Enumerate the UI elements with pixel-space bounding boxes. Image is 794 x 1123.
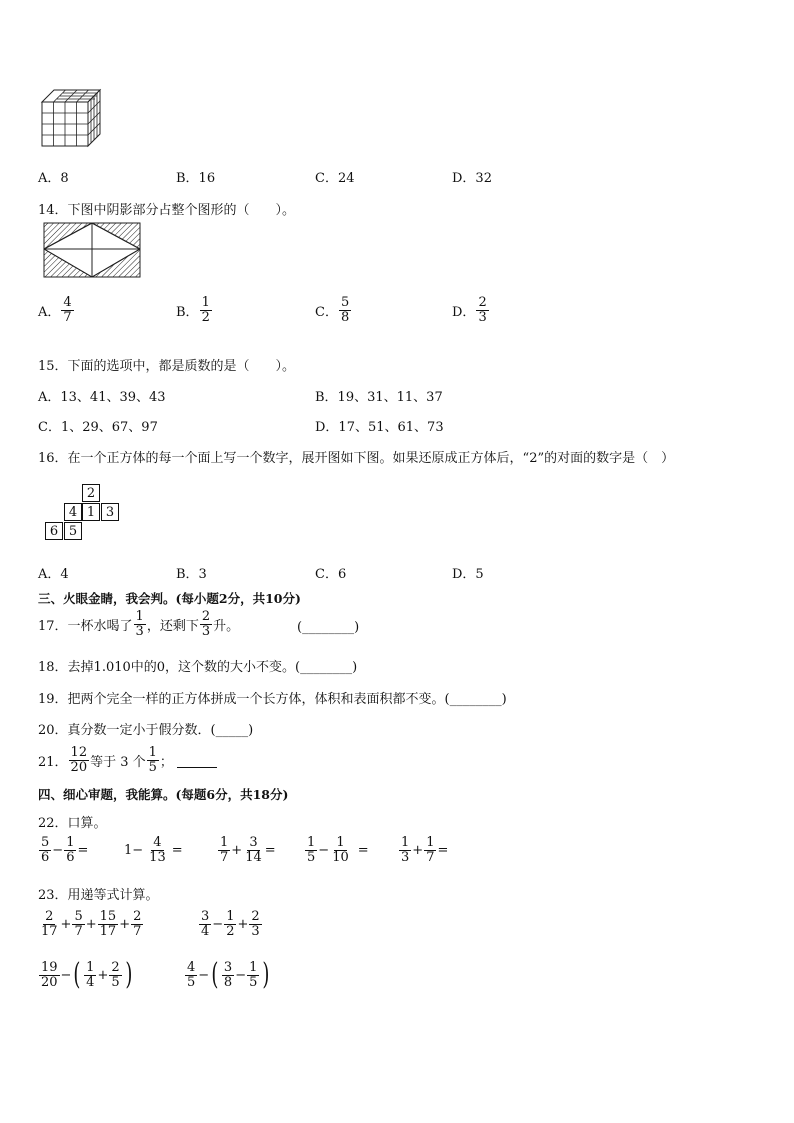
q23-expr-2: $\frac{3}{4}$ − $\frac{1}{2}$ + $\frac{2}{3}$ — [201, 909, 260, 939]
cube-net-figure — [44, 484, 124, 542]
q22-item-2: 1− $\frac{4}{13}$ = — [124, 835, 183, 865]
q19: 19．把两个完全一样的正方体拼成一个长方体，体积和表面积都不变。(________) — [38, 692, 507, 707]
fraction: $\frac{1}{5}$ — [148, 745, 157, 775]
q16-option-c[interactable]: C．6 — [315, 567, 347, 582]
option-letter: C． — [315, 304, 338, 320]
q14-stem: 14．下图中阴影部分占整个图形的（ ）。 — [38, 203, 296, 218]
q22-item-1: $\frac{5}{6}$ − $\frac{1}{6}$ = — [41, 835, 89, 865]
fraction: $\frac{1}{3}$ — [135, 609, 144, 639]
fraction: $\frac{1}{2}$ — [201, 295, 210, 325]
q16-stem: 16．在一个正方体的每一个面上写一个数字，展开图如下图。如果还原成正方体后，“2”的对面的数字是（ ） — [38, 451, 675, 466]
option-letter: A． — [38, 304, 61, 320]
fraction: $\frac{5}{8}$ — [340, 295, 350, 325]
q13-option-b[interactable]: B．16 — [176, 171, 216, 186]
fraction: $\frac{2}{3}$ — [201, 609, 211, 639]
q15-option-a[interactable]: A．13、41、39、43 — [38, 390, 166, 405]
q14-option-d[interactable] — [452, 296, 490, 324]
fraction: $\frac{12}{20}$ — [70, 745, 88, 775]
net-cell: 2 — [82, 484, 100, 502]
net-cell: 5 — [64, 522, 82, 540]
net-cell: 6 — [45, 522, 63, 540]
q21: 21． $\frac{12}{20}$ 等于 3 个 $\frac{1}{5}$ ； — [38, 746, 217, 774]
q15-option-d[interactable]: D．17、51、61、73 — [315, 420, 444, 435]
q23-expr-4: $\frac{4}{5}$ − ( $\frac{3}{8}$ − $\frac{1}{5}$ ) — [187, 957, 270, 992]
net-cell: 3 — [101, 503, 119, 521]
shaded-rectangle-figure — [43, 222, 141, 278]
q17-answer-blank[interactable]: (________) — [297, 620, 360, 635]
q15-stem: 15．下面的选项中，都是质数的是（ ）。 — [38, 359, 296, 374]
q16-option-b[interactable]: B．3 — [176, 567, 207, 582]
q23-expr-3: $\frac{19}{20}$ − ( $\frac{1}{4}$ + $\frac{2}{5}$ ) — [41, 957, 133, 992]
section-4-heading: 四、细心审题，我能算。(每题6分，共18分) — [38, 787, 289, 802]
q15-option-b[interactable]: B．19、31、11、37 — [315, 390, 443, 405]
q13-option-d[interactable]: D．32 — [452, 171, 492, 186]
q13-option-a[interactable]: A．8 — [38, 171, 69, 186]
fraction: $\frac{4}{7}$ — [63, 295, 72, 325]
q21-answer-blank[interactable] — [177, 753, 217, 768]
q13-option-c[interactable]: C．24 — [315, 171, 355, 186]
q17: 17．一杯水喝了 $\frac{1}{3}$ ，还剩下 $\frac{2}{3}$ 升。 — [38, 609, 240, 639]
q23-expr-1: $\frac{2}{17}$ + $\frac{5}{7}$ + $\frac{15}{17}$ + $\frac{2}{7}$ — [41, 909, 142, 939]
q22-item-4: $\frac{1}{5}$ − $\frac{1}{10}$ = — [307, 835, 369, 865]
q22-stem: 22．口算。 — [38, 816, 107, 831]
q14-option-b[interactable] — [176, 296, 213, 324]
option-letter: D． — [452, 304, 476, 320]
q14-option-a[interactable] — [38, 296, 75, 324]
q14-option-c[interactable] — [315, 296, 352, 324]
q15-option-c[interactable]: C．1、29、67、97 — [38, 420, 158, 435]
section-3-heading: 三、火眼金睛，我会判。(每小题2分，共10分) — [38, 591, 301, 606]
q16-option-a[interactable]: A．4 — [38, 567, 69, 582]
net-cell: 1 — [82, 503, 100, 521]
q18: 18．去掉1.010中的0，这个数的大小不变。(________) — [38, 660, 358, 675]
q20: 20．真分数一定小于假分数．(_____) — [38, 723, 254, 738]
fraction: $\frac{2}{3}$ — [478, 295, 487, 325]
q22-item-5: $\frac{1}{3}$ + $\frac{1}{7}$ = — [401, 835, 449, 865]
q22-item-3: $\frac{1}{7}$ + $\frac{3}{14}$ = — [220, 835, 276, 865]
option-letter: B． — [176, 304, 199, 320]
cube-figure — [40, 88, 104, 150]
net-cell: 4 — [64, 503, 82, 521]
q23-stem: 23．用递等式计算。 — [38, 888, 159, 903]
q16-option-d[interactable]: D．5 — [452, 567, 484, 582]
